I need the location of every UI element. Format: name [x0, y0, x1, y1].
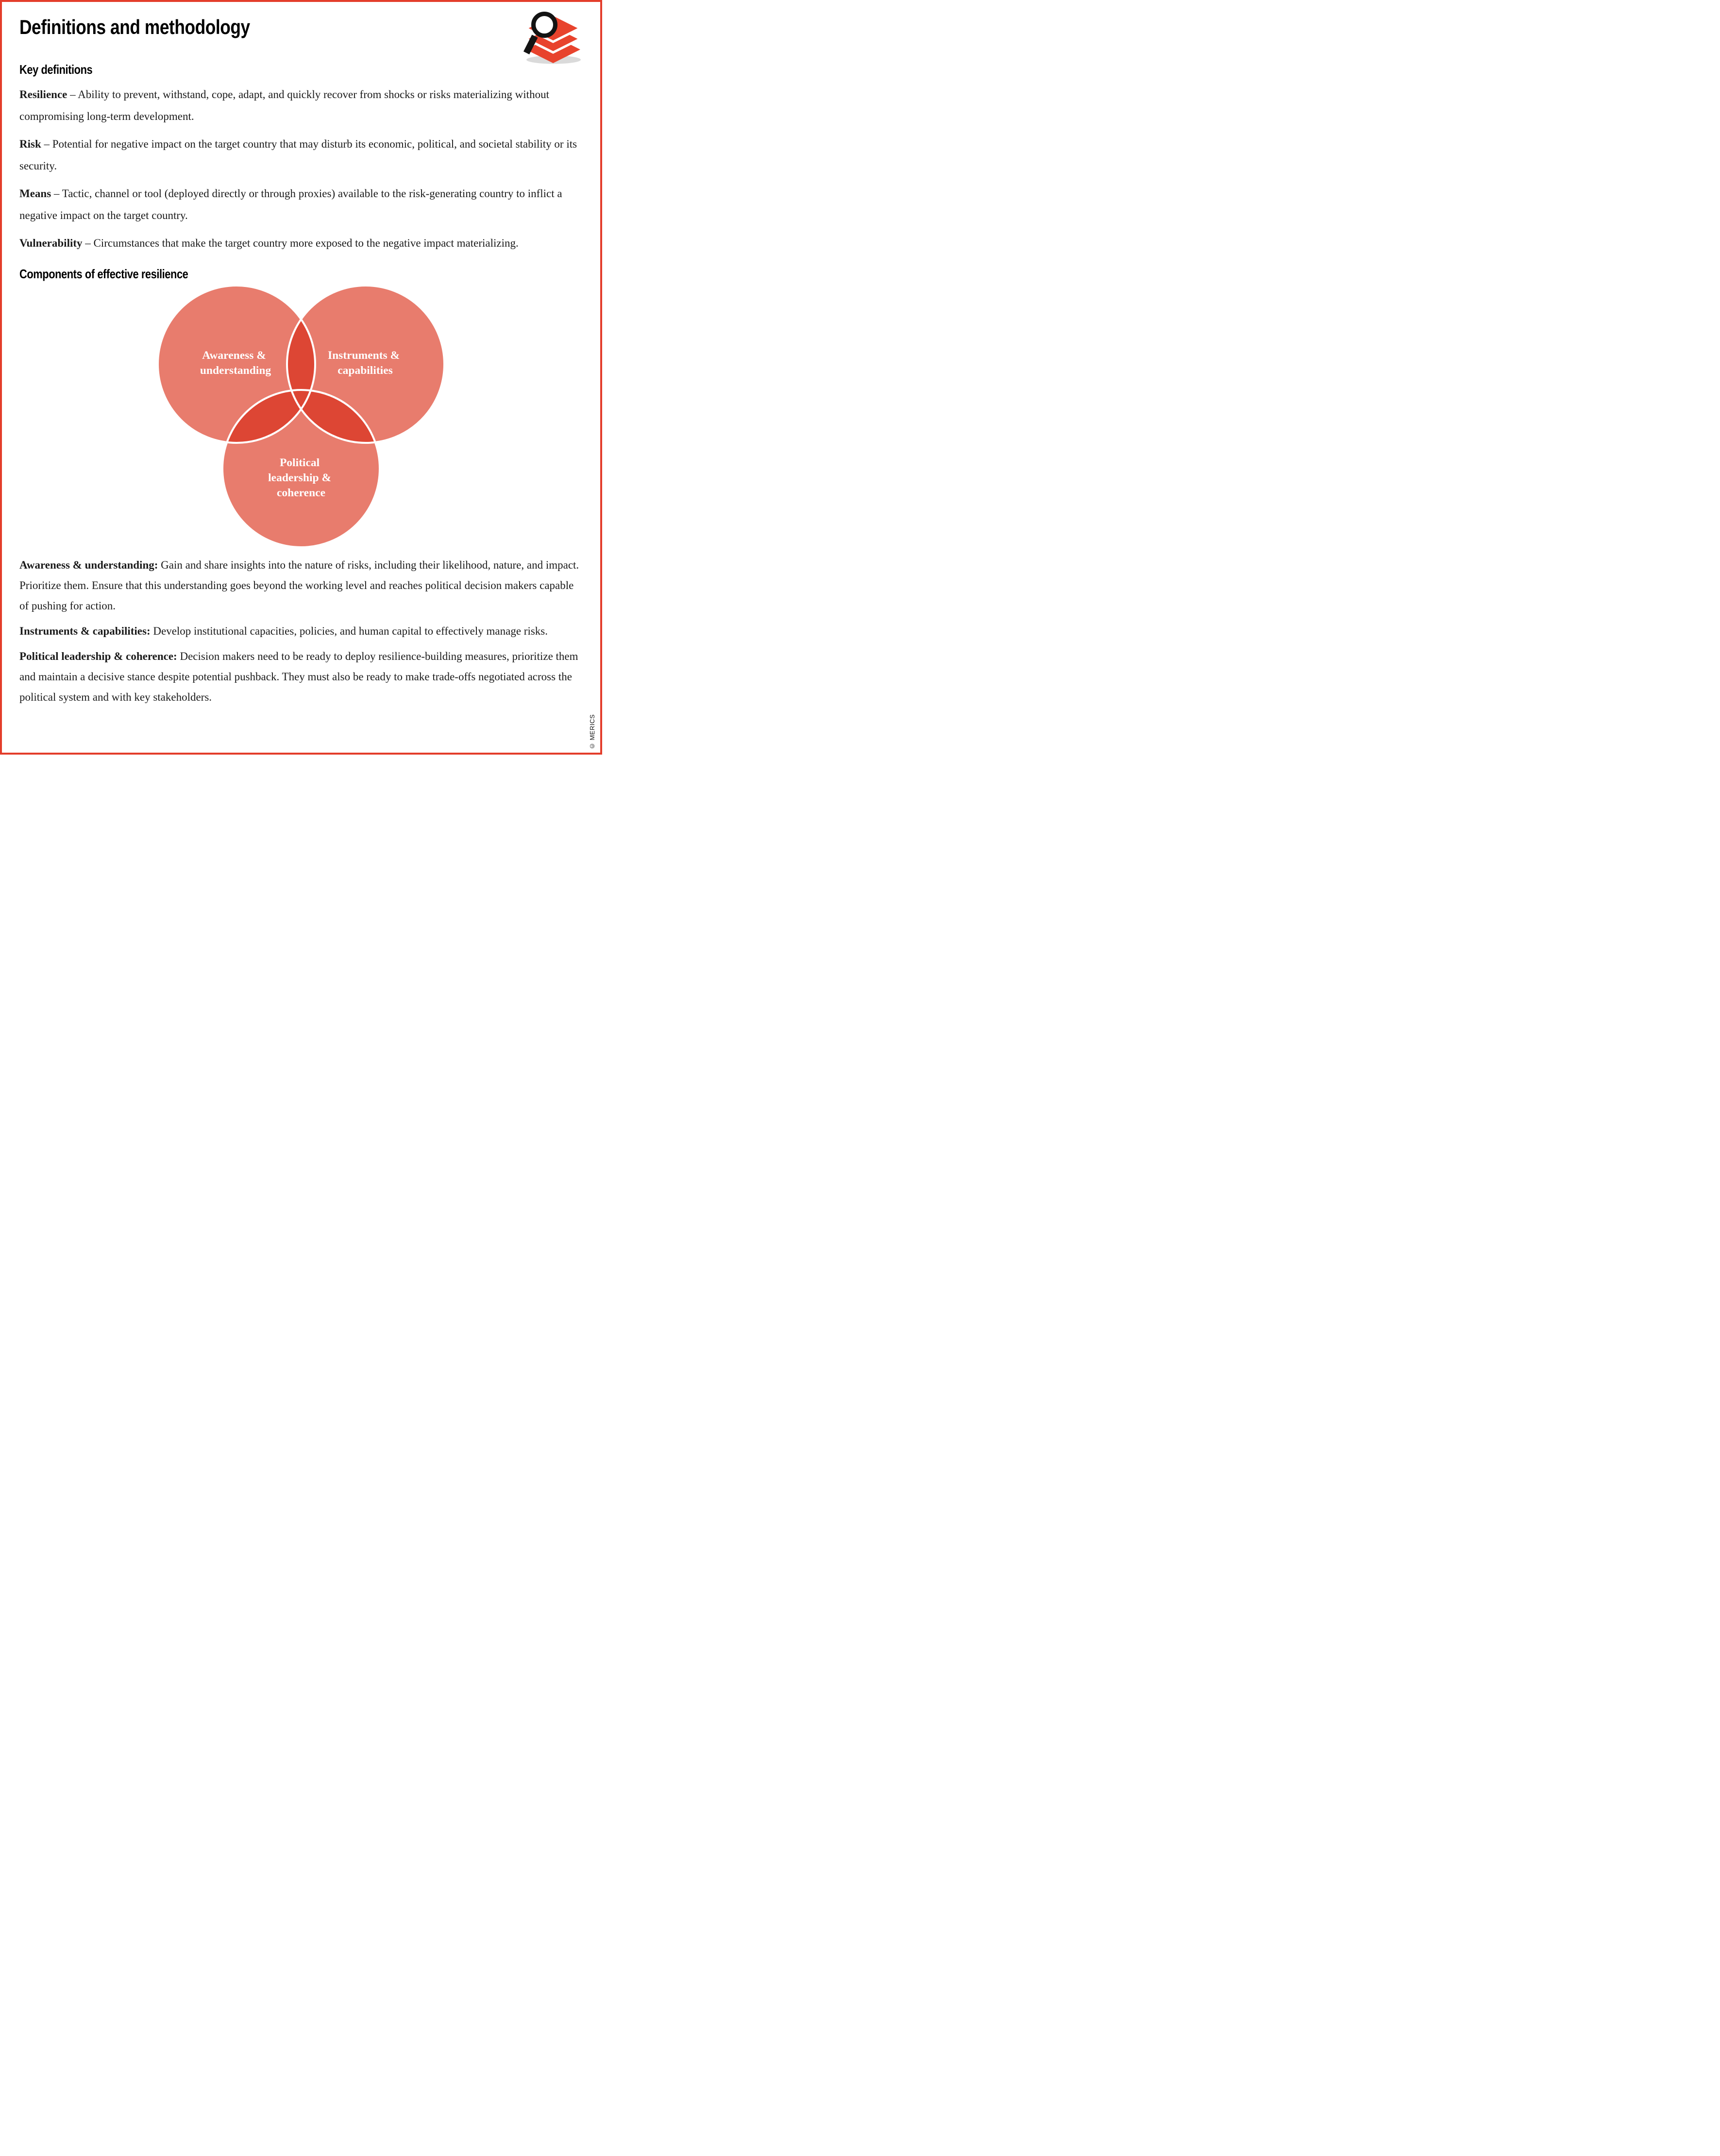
definition-term: Means — [19, 187, 51, 200]
explanation-text: Develop institutional capacities, policies, and human capital to effectively manage risks. — [153, 625, 548, 637]
definition-risk — [19, 133, 583, 177]
explanation-lead: Political leadership & coherence: — [19, 650, 177, 662]
definition-text: – Ability to prevent, withstand, cope, adapt, and quickly recover from shocks or risks materializing without compromising long-term development. — [19, 88, 549, 122]
venn-label-awareness: Awareness & understanding — [200, 349, 271, 377]
venn-label-instruments: Instruments & capabilities — [327, 349, 400, 377]
explanation-awareness — [19, 555, 583, 616]
definition-text: – Potential for negative impact on the target country that may disturb its economic, political, and societal stability or its security. — [19, 138, 577, 172]
venn-svg — [0, 284, 602, 550]
section-heading-components: Components of effective resilience — [19, 267, 188, 281]
explanation-lead: Instruments & capabilities: — [19, 625, 151, 637]
definition-text: – Tactic, channel or tool (deployed directly or through proxies) available to the risk-generating country to inflict a negative impact on the target country. — [19, 187, 562, 221]
definition-means — [19, 183, 583, 226]
venn-label-political: Political leadership & coherence — [268, 456, 332, 499]
explanation-lead: Awareness & understanding: — [19, 559, 158, 571]
explanation-text: Decision makers need to be ready to deploy resilience-building measures, prioritize them and maintain a decisive stance despite potential pushback. They must also be ready to make trade-offs negotiated across the political system and with key stakeholders. — [19, 650, 578, 703]
page — [0, 0, 602, 755]
explanation-instruments — [19, 621, 583, 641]
definition-text: – Circumstances that make the target country more exposed to the negative impact materializing. — [85, 237, 519, 249]
definition-term: Risk — [19, 138, 41, 150]
explanation-text: Gain and share insights into the nature of risks, including their likelihood, nature, and impact. Prioritize them. Ensure that this understanding goes beyond the working level and reaches political decision makers capable of pushing for action. — [19, 559, 579, 612]
definition-term: Resilience — [19, 88, 67, 101]
definition-vulnerability — [19, 232, 583, 254]
venn-diagram — [0, 284, 602, 550]
merics-logo — [523, 12, 584, 66]
copyright: © MERICS — [589, 714, 596, 750]
definition-resilience — [19, 84, 583, 127]
page-title — [19, 0, 583, 40]
definition-term: Vulnerability — [19, 237, 83, 249]
section-heading-key-definitions: Key definitions — [19, 62, 93, 77]
explanation-political — [19, 646, 583, 707]
page-title-text: Definitions and methodology — [19, 16, 250, 38]
magnifier-icon — [534, 14, 556, 36]
